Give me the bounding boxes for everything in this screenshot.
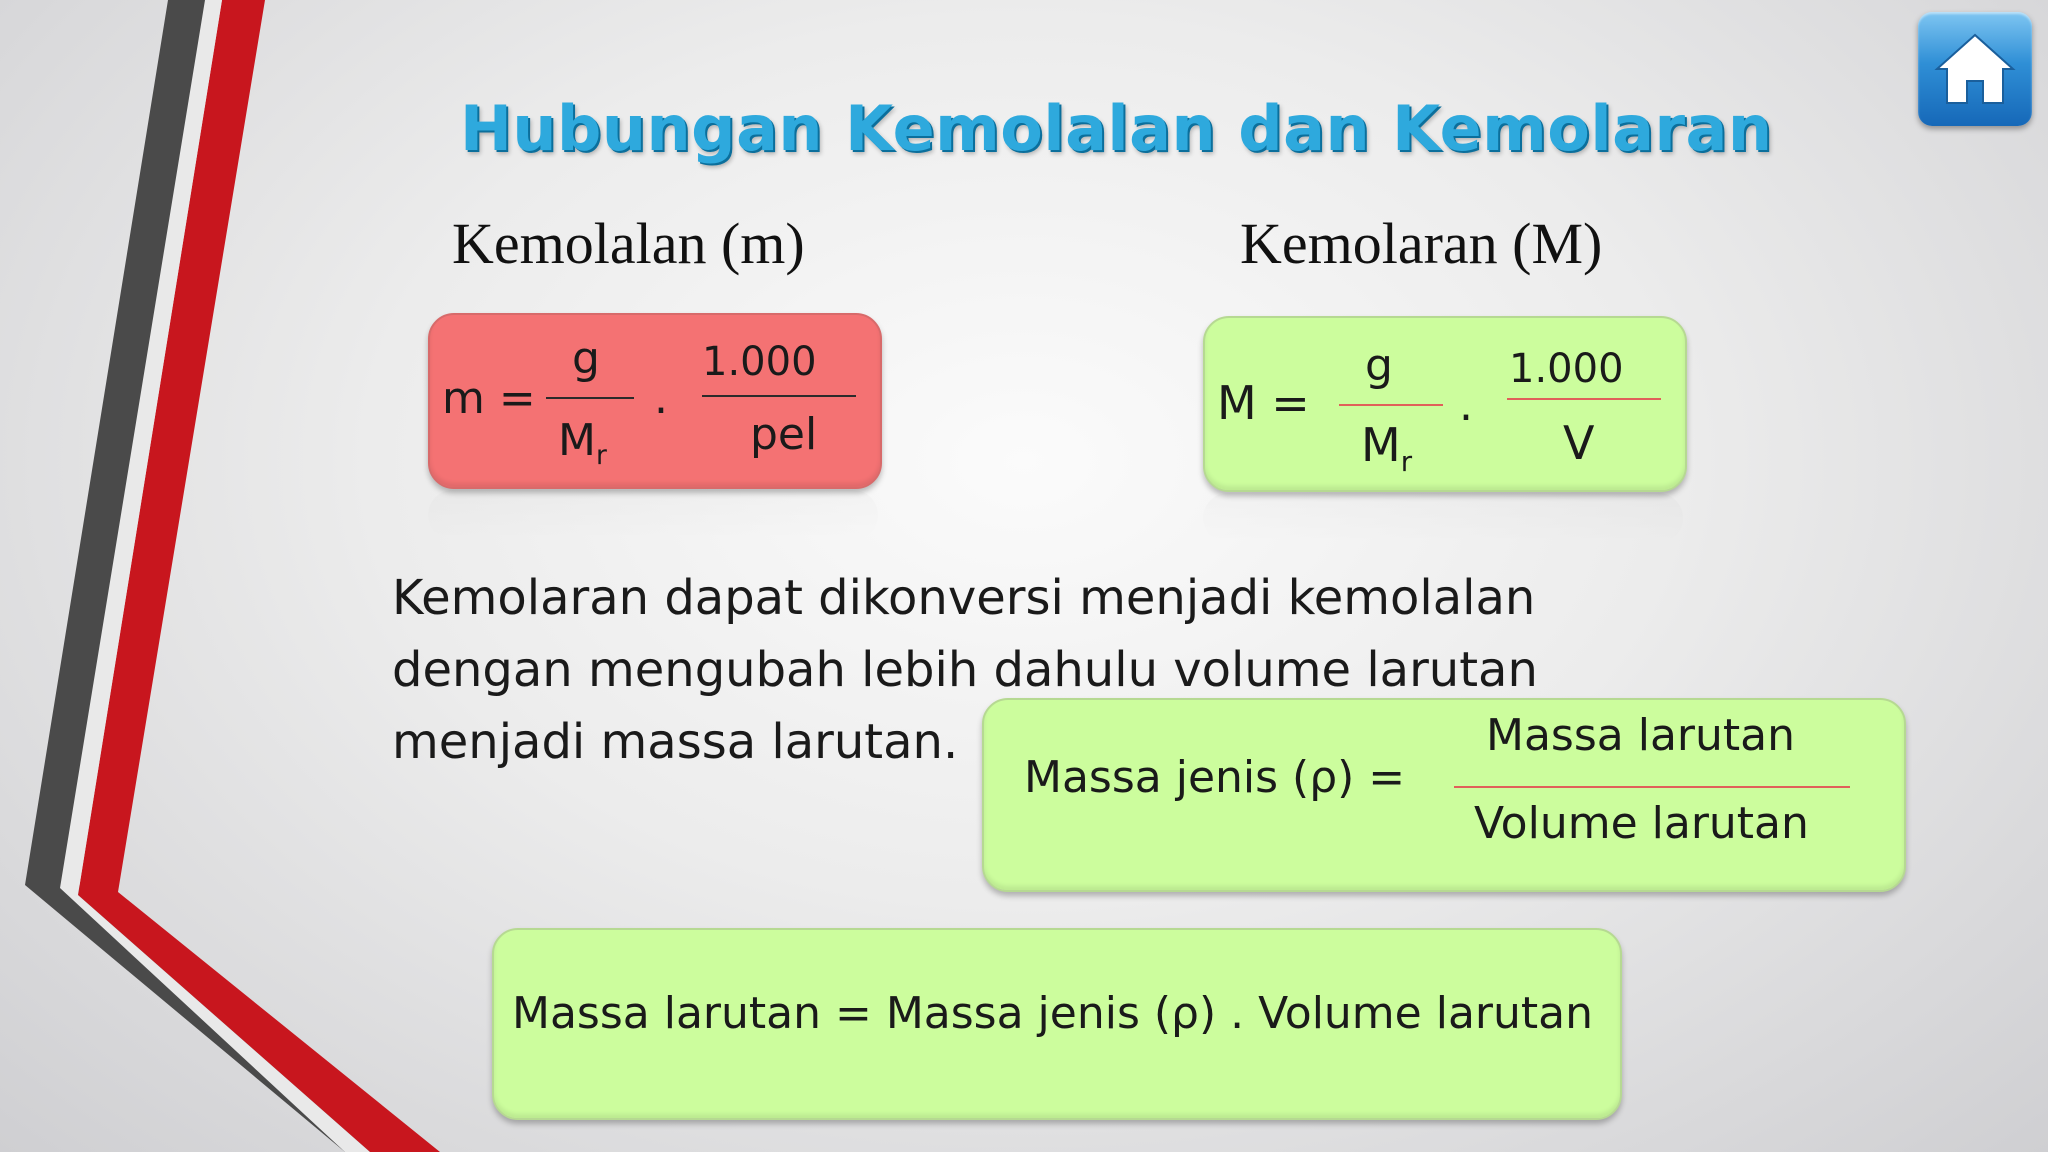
fraction-bar [1507,398,1661,400]
paragraph-line: dengan mengubah lebih dahulu volume larutan [392,642,1538,698]
molarity-heading: Kemolaran (M) [1240,211,1603,276]
fraction-bar [1339,404,1443,406]
decorative-stripes [0,0,460,1152]
density-formula-box [982,698,1906,892]
molarity-denominator-2: V [1563,416,1595,470]
molality-lhs: m = [442,373,536,424]
molality-denominator-2: pel [750,409,818,460]
molality-numerator-1: g [572,333,600,384]
fraction-bar [1454,786,1850,788]
molarity-numerator-1: g [1365,340,1393,391]
density-denominator: Volume larutan [1474,798,1809,849]
molality-formula-box [428,313,882,489]
multiply-dot: . [654,373,668,424]
paragraph-line: menjadi massa larutan. [392,714,959,770]
fraction-bar [546,397,634,399]
density-numerator: Massa larutan [1486,710,1795,761]
density-lhs: Massa jenis (ρ) = [1024,752,1406,803]
mass-formula-box [492,928,1622,1120]
molality-numerator-2: 1.000 [702,339,817,385]
fraction-bar [702,395,856,397]
molarity-numerator-2: 1.000 [1509,346,1624,392]
multiply-dot: . [1459,380,1473,431]
molality-heading: Kemolalan (m) [452,211,805,276]
home-button[interactable] [1918,12,2032,126]
box-reflection [1203,493,1683,543]
molarity-denominator-1: $M_r$ [1361,418,1413,478]
molarity-formula-box [1203,316,1687,492]
page-title: Hubungan Kemolalan dan Kemolaran [460,92,1773,165]
mass-formula-text: Massa larutan = Massa jenis (ρ) . Volume larutan [512,988,1593,1039]
paragraph-line: Kemolaran dapat dikonversi menjadi kemolalan [392,570,1536,626]
home-icon [1933,29,2017,109]
box-reflection [428,490,878,540]
molality-denominator-1: $M_r$ [558,415,607,472]
molarity-lhs: M = [1217,376,1310,430]
